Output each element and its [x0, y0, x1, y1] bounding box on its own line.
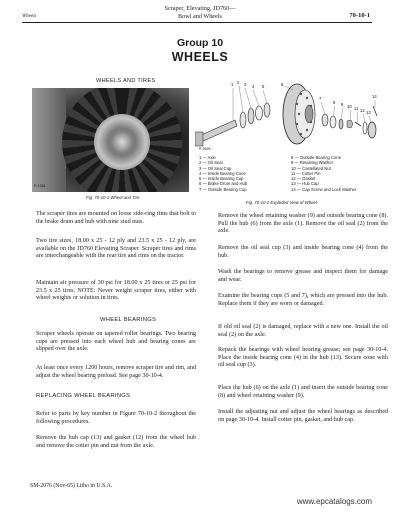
heading-wheel-bearings: WHEEL BEARINGS — [100, 317, 157, 323]
washer-part — [339, 119, 343, 129]
callout-11: 11 — [354, 106, 359, 111]
paragraph-examine-cups: Examine the bearing cups (5 and 7), which are pressed into the hub. Replace them if they are worn or damaged. — [218, 293, 388, 307]
hub-cap-part — [368, 122, 376, 138]
group-title: Group 10 — [176, 37, 224, 49]
legend-item: 4 — Inside Bearing Cone — [199, 170, 246, 176]
axle-mount — [195, 132, 203, 146]
legend-item: 12 — Gasket — [291, 176, 316, 182]
axle-part — [199, 120, 237, 142]
paragraph-replace-seal: If old oil seal (2) is damaged, replace with a new one. Install the oil seal (2) on the axle. — [218, 324, 388, 338]
paragraph-tire-sizes: Two tire sizes, 18.00 x 25 - 12 ply and 23.5 x 25 - 12 ply, are available on the JD760 Elevating Scraper. Scraper tires and rims are interchangeable with the rear tire and rims on the tractor. — [36, 238, 196, 260]
legend-column-left — [199, 155, 294, 192]
header-title-line-2: Bowl and Wheels — [178, 13, 222, 20]
header-title-line-1: Scraper, Elevating, JD760— — [164, 5, 236, 12]
callout-4: 4 — [252, 84, 255, 89]
diagram-code: R 5590 — [199, 147, 211, 151]
legend-item: 6 — Brake Drum and Hub — [199, 181, 248, 187]
photo-caption: Fig. 70-10-1 Wheel and Tire — [86, 195, 140, 200]
callout-7: 7 — [319, 96, 322, 101]
legend-item: 7 — Outside Bearing Cup — [199, 186, 247, 192]
legend-item: 3 — Oil Seal Cup — [199, 165, 232, 171]
paragraph-remove-washer: Remove the wheel retaining washer (9) and outside bearing cone (8). Pull the hub (6) from the axle (1). Remove the oil seal (2) from the axle. — [218, 213, 388, 235]
legend-item: 8 — Outside Bearing Cone — [291, 155, 342, 160]
footer-publication: SM-2076 (Nov-65) Litho in U.S.A. — [30, 483, 113, 489]
legend-item: 11 — Cotter Pin — [291, 170, 321, 176]
scraper-frame — [32, 88, 66, 192]
paragraph-adjust-nut: Install the adjusting nut and adjust the wheel bearings as described on page 30-10-4. Install cotter pin, gasket, and hub cap. — [218, 409, 388, 423]
page-number: 70-10-1 — [349, 12, 370, 19]
callout-5: 5 — [262, 84, 265, 89]
inner-cone-part — [256, 106, 263, 120]
paragraph-remove-seal-cup: Remove the oil seal cup (3) and inside bearing cone (4) from the hub. — [218, 245, 388, 259]
paragraph-repack-bearings: Repack the bearings with wheel bearing grease; see page 30-10-4. Place the inside bearing cone (4) in the hub (13). Secure cone with oil seal cup (3). — [218, 347, 388, 369]
gasket-part — [363, 122, 367, 134]
legend-item: 13 — Hub Cap — [291, 181, 319, 187]
paragraph-preload: At least once every 1200 hours, remove scraper tire and rim, and adjust the wheel bearing preload. See page 30-10-4. — [36, 365, 196, 379]
callout-9: 9 — [341, 102, 344, 107]
header-section-label: Wheels — [22, 14, 37, 19]
paragraph-remove-hub-cap: Remove the hub cap (13) and gasket (12) from the wheel hub and remove the cotter pin and nut from the axle. — [36, 435, 196, 449]
legend-item: 14 — Cap Screw and Lock Washer — [291, 186, 357, 192]
legend-column-right — [291, 155, 386, 192]
callout-12: 12 — [360, 108, 365, 113]
callout-6: 6 — [281, 82, 284, 87]
callout-3: 3 — [244, 82, 247, 87]
footer-watermark: www.epcatalogs.com — [296, 497, 372, 506]
legend-item: 2 — Oil Seal — [199, 160, 223, 166]
paragraph-tire-mounting: The scraper tires are mounted on loose side-ring rims that bolt to the brake drum and hub with nine stud nuts. — [36, 211, 196, 225]
inner-cup-part — [264, 103, 270, 117]
callout-8: 8 — [333, 100, 336, 105]
exploded-wheel-diagram — [195, 76, 381, 156]
header-title — [0, 5, 400, 21]
section-title: WHEELS — [171, 50, 229, 64]
nut-part — [347, 120, 353, 128]
legend-item: 9 — Retaining Washer — [291, 160, 333, 166]
seal-cup-part — [248, 108, 254, 124]
paragraph-refer-figure: Refer to parts by key number in Figure 70-10-2 throughout the following procedures. — [36, 411, 196, 425]
heading-replacing-bearings: REPLACING WHEEL BEARINGS — [36, 393, 131, 399]
callout-13: 13 — [366, 110, 371, 115]
legend-item: 5 — Inside Bearing Cup — [199, 176, 244, 182]
callout-10: 10 — [347, 104, 352, 109]
outer-cup-part — [322, 114, 328, 126]
hub-image — [112, 132, 132, 152]
photo-code: R 1361 — [34, 184, 46, 188]
legend-item: 10 — Castellated Nut — [291, 165, 331, 171]
legend-item: 1 — Axle — [199, 155, 216, 160]
photo-heading: WHEELS AND TIRES — [96, 78, 156, 84]
paragraph-roller-bearings: Scraper wheels operate on tapered roller bearings. Two bearing cups are pressed into each wheel hub and bearing cones are slipped over the axle. — [36, 331, 196, 353]
paragraph-wash-bearings: Wash the bearings to remove grease and inspect them for damage and wear. — [218, 269, 388, 283]
paragraph-place-hub: Place the hub (6) on the axle (1) and insert the outside bearing cone (8) and wheel retaining washer (9). — [218, 385, 388, 399]
hub-center-part — [305, 105, 313, 123]
callout-14: 14 — [372, 94, 377, 99]
callout-2: 2 — [237, 80, 240, 85]
callout-1: 1 — [231, 82, 234, 87]
diagram-caption: Fig. 70-10-2 Exploded View of Wheel — [246, 200, 317, 205]
outer-cone-part — [330, 116, 336, 128]
paragraph-air-pressure: Maintain air pressure of 30 psi for 18.00 x 25 tires or 25 psi for 23.5 x 25 tires. NOTE: Never weight scraper tires, either with wheel weights or solution in tires. — [36, 280, 196, 302]
oil-seal-part — [240, 112, 246, 128]
header-rule — [22, 22, 372, 23]
wheel-tire-photo — [32, 88, 189, 192]
